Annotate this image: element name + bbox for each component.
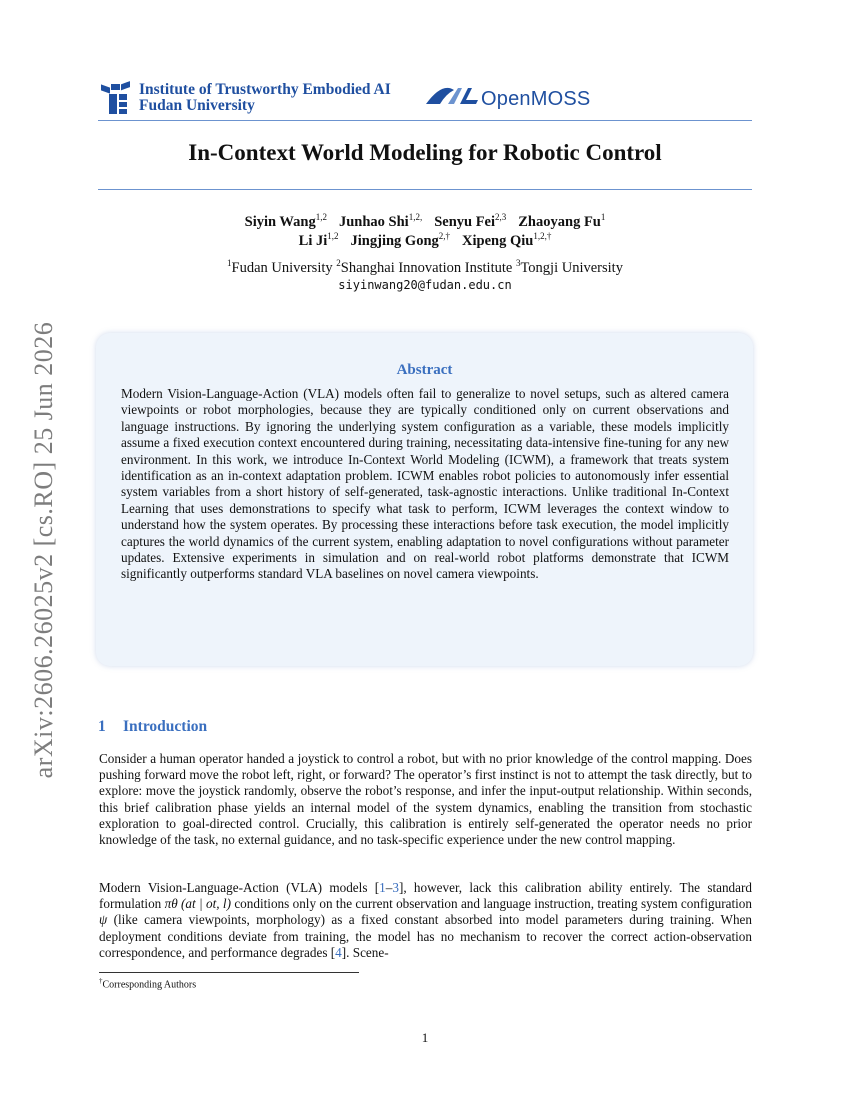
author-sup: 1,2,† — [533, 231, 552, 241]
section-number: 1 — [98, 718, 106, 735]
section-title: Introduction — [123, 718, 208, 735]
author-name: Junhao Shi — [338, 213, 409, 230]
openmoss-logo-icon — [424, 84, 480, 108]
footnote — [99, 977, 196, 990]
policy-formula: πθ (at | ot, l) — [164, 896, 231, 912]
author-sup: 2,† — [438, 231, 451, 241]
author-name: Xipeng Qiu — [462, 232, 534, 249]
page-number: 1 — [421, 1030, 429, 1045]
section-heading — [98, 718, 207, 736]
author-name: Siyin Wang — [244, 213, 316, 230]
author-sup: 1,2 — [315, 212, 327, 222]
author-sup: 2,3 — [495, 212, 507, 222]
footnote-mark: † — [99, 977, 103, 985]
para-text: ]. Scene- — [341, 944, 389, 960]
citation-link[interactable]: 4 — [335, 944, 342, 960]
author-sup: 1 — [600, 212, 606, 222]
abstract-text: Modern Vision-Language-Action (VLA) models often fail to generalize to novel setups, such as altered camera viewpoints or robot morphologies, because they are typically conditioned only on current observations and language instructions. By ignoring the underlying system configuration as a variable, these models implicitly assume a fixed execution context encountered during training, necessitating data-intensive fine-tuning for any new environment. In this work, we introduce In-Context World Modeling (ICWM), a framework that treats system identification as an in-context adaptation problem. ICWM enables robot policies to autonomously infer essential system variables from a short history of self-generated, task-agnostic interactions. Unlike traditional In-Context Learning that uses demonstrations to specify what task to perform, ICWM leverages the context window to understand how the system operates. By processing these interactions before task execution, the model implicitly captures the world dynamics of the current system, enabling adaptation to novel configurations without parameter updates. Extensive experiments in simulation and on real-world robot platforms demonstrate that ICWM significantly outperforms standard VLA baselines on novel camera viewpoints. — [121, 386, 729, 582]
affil-name: Shanghai Innovation Institute — [340, 259, 513, 276]
contact-email[interactable]: siyinwang20@fudan.edu.cn — [338, 278, 512, 292]
intro-paragraph-2 — [99, 880, 752, 961]
para-text: conditions only on the current observation and language instruction, treating system configuration — [230, 896, 752, 912]
para-text: Modern Vision-Language-Action (VLA) models [ — [99, 880, 380, 895]
citation-link[interactable]: 3 — [392, 880, 399, 895]
citation-link[interactable]: 1 — [379, 880, 386, 895]
institute-logo-icon — [100, 80, 136, 116]
author-list-row1 — [98, 212, 752, 231]
author-sup: 1,2 — [327, 231, 339, 241]
affil-name: Fudan University — [231, 259, 333, 276]
author-list-row2 — [98, 231, 752, 250]
affil-sup: 2 — [336, 258, 341, 268]
arxiv-stamp: arXiv:2606.26025v2 [cs.RO] 25 Jun 2026 — [29, 321, 58, 779]
psi-symbol: ψ — [99, 912, 108, 928]
intro-paragraph-1: Consider a human operator handed a joystick to control a robot, but with no prior knowledge of the control mapping. Does pushing forward move the robot left, right, or forward? The operator’s first instinct is not to attempt the task directly, but to explore: move the joystick randomly, observe the robot’s response, and infer the input-output relationship. Within seconds, this brief calibration phase yields an internal model of the system dynamics, enabling the transition from stochastic exploration to goal-directed control. Crucially, this calibration is entirely self-generated the operator needs no prior knowledge of the task, no external guidance, and no task-specific experience under the new control mapping. — [99, 751, 752, 848]
institute-line2: Fudan University — [139, 97, 255, 114]
title-rule — [98, 189, 752, 190]
author-name: Zhaoyang Fu — [518, 213, 601, 230]
affil-sup: 1 — [227, 258, 232, 268]
cite-dash: – — [385, 880, 393, 895]
affil-name: Tongji University — [520, 259, 623, 276]
institute-name — [139, 82, 391, 114]
header-rule — [98, 120, 752, 121]
para-text: (like camera viewpoints, morphology) as a fixed constant absorbed into model parameters during training. When deployment conditions deviate from training, the model has no mechanism to recover the correct action-observation correspondence, and performance degrades [ — [99, 912, 752, 960]
openmoss-name: OpenMOSS — [481, 88, 591, 110]
affil-sup: 3 — [515, 258, 521, 268]
footnote-text: Corresponding Authors — [102, 979, 197, 991]
abstract-heading: Abstract — [396, 362, 453, 378]
institute-line1: Institute of Trustworthy Embodied AI — [139, 81, 391, 98]
author-sup: 1,2, — [408, 212, 423, 222]
author-name: Li Ji — [298, 232, 328, 249]
paper-title: In-Context World Modeling for Robotic Control — [188, 140, 662, 165]
footnote-rule — [99, 972, 359, 973]
affiliations — [98, 258, 752, 277]
author-name: Jingjing Gong — [350, 232, 439, 249]
para-text: ], however, lack this calibration ability entirely. The standard formulation — [99, 880, 752, 912]
author-name: Senyu Fei — [434, 213, 496, 230]
